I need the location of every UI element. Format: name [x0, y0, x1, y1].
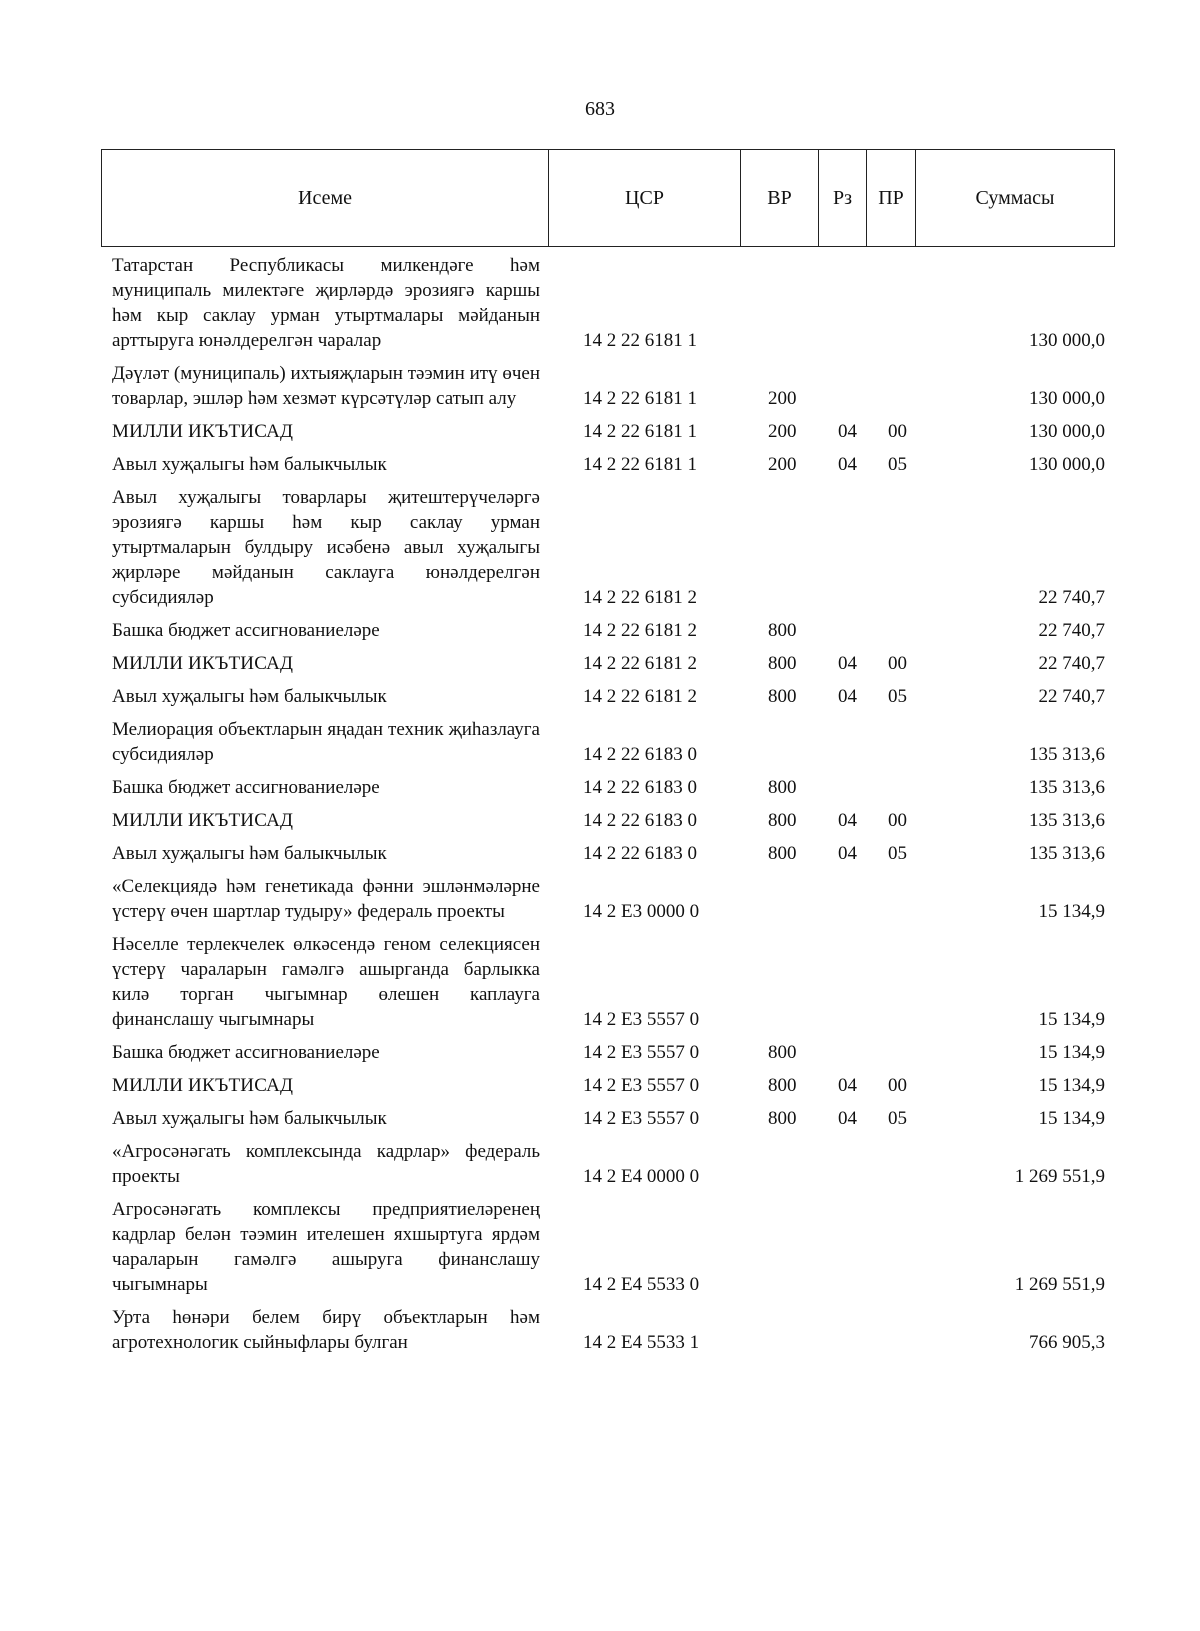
table-row [0, 253, 1200, 353]
row-sum: 1 269 551,9 [1014, 1166, 1105, 1187]
row-name: Урта һөнәри белем бирү объектларын һәм агротехнологик сыйныфлары булган [112, 1307, 540, 1353]
header-rz: Рз [819, 150, 867, 247]
row-vr: 800 [768, 653, 797, 674]
row-vr: 800 [768, 686, 797, 707]
page-number: 683 [585, 98, 615, 120]
row-sum: 135 313,6 [1029, 777, 1105, 798]
row-vr: 200 [768, 454, 797, 475]
row-name: Татарстан Республикасы милкендәге һәм муниципаль милектәге җирләрдә эрозиягә каршы һәм кыр саклау урман утыртмалары мәйданын арттыруга юнәлдерелгән чаралар [112, 255, 540, 351]
row-name: Авыл хуҗалыгы товарлары җитештерүчеләргә эрозиягә каршы һәм кыр саклау урман утыртмаларын булдыру исәбенә авыл хуҗалыгы җирләре мәйданын саклауга юнәлдерелгән субсидияләр [112, 487, 540, 608]
row-name: МИЛЛИ ИКЪТИСАД [112, 653, 294, 674]
row-name: «Агросәнәгать комплексында кадрлар» федераль проекты [112, 1141, 540, 1187]
row-name: Авыл хуҗалыгы һәм балыкчылык [112, 1108, 387, 1129]
row-sum: 22 740,7 [1038, 620, 1105, 641]
table-row [0, 1040, 1200, 1065]
header-vr: ВР [741, 150, 819, 247]
row-csr: 14 2 22 6181 1 [583, 388, 697, 409]
row-name: Авыл хуҗалыгы һәм балыкчылык [112, 686, 387, 707]
row-pr: 00 [888, 421, 907, 442]
row-rz: 04 [838, 421, 857, 442]
table-row [0, 419, 1200, 444]
row-sum: 130 000,0 [1029, 388, 1105, 409]
row-vr: 800 [768, 1042, 797, 1063]
row-vr: 200 [768, 388, 797, 409]
table-row [0, 618, 1200, 643]
row-pr: 00 [888, 810, 907, 831]
row-csr: 14 2 22 6181 1 [583, 454, 697, 475]
row-pr: 05 [888, 843, 907, 864]
table-row [0, 775, 1200, 800]
row-csr: 14 2 22 6181 2 [583, 620, 697, 641]
row-csr: 14 2 22 6183 0 [583, 810, 697, 831]
table-row [0, 361, 1200, 411]
table-row [0, 1106, 1200, 1131]
table-row [0, 841, 1200, 866]
header-sum: Суммасы [916, 150, 1115, 247]
row-name: МИЛЛИ ИКЪТИСАД [112, 810, 294, 831]
header-pr: ПР [867, 150, 916, 247]
row-vr: 800 [768, 1075, 797, 1096]
row-name: Авыл хуҗалыгы һәм балыкчылык [112, 454, 387, 475]
row-sum: 15 134,9 [1038, 1009, 1105, 1030]
header-csr: ЦСР [549, 150, 741, 247]
row-csr: 14 2 22 6183 0 [583, 777, 697, 798]
row-rz: 04 [838, 843, 857, 864]
row-rz: 04 [838, 686, 857, 707]
row-csr: 14 2 E3 5557 0 [583, 1042, 700, 1063]
row-csr: 14 2 22 6181 1 [583, 421, 697, 442]
row-name: Авыл хуҗалыгы һәм балыкчылык [112, 843, 387, 864]
row-pr: 00 [888, 653, 907, 674]
table-row [0, 874, 1200, 924]
row-sum: 130 000,0 [1029, 421, 1105, 442]
row-csr: 14 2 E3 5557 0 [583, 1009, 700, 1030]
table-row [0, 651, 1200, 676]
row-csr: 14 2 22 6183 0 [583, 843, 697, 864]
row-csr: 14 2 22 6181 2 [583, 587, 697, 608]
row-name: МИЛЛИ ИКЪТИСАД [112, 421, 294, 442]
row-sum: 1 269 551,9 [1014, 1274, 1105, 1295]
row-sum: 22 740,7 [1038, 686, 1105, 707]
row-sum: 130 000,0 [1029, 454, 1105, 475]
row-vr: 800 [768, 810, 797, 831]
row-name: Дәүләт (муниципаль) ихтыяҗларын тәэмин итү өчен товарлар, эшләр һәм хезмәт күрсәтүләр сатып алу [112, 363, 540, 409]
row-csr: 14 2 22 6181 1 [583, 330, 697, 351]
table-row [0, 452, 1200, 477]
row-csr: 14 2 E4 5533 1 [583, 1332, 700, 1353]
row-vr: 200 [768, 421, 797, 442]
row-csr: 14 2 22 6181 2 [583, 686, 697, 707]
row-pr: 05 [888, 454, 907, 475]
row-sum: 22 740,7 [1038, 653, 1105, 674]
row-rz: 04 [838, 810, 857, 831]
row-name: Агросәнәгать комплексы предприятиеләренең кадрлар белән тәэмин ителешен яхшыртуга ярдәм чараларын гамәлгә ашыруга финанслашу чыгымнары [112, 1199, 540, 1295]
row-sum: 135 313,6 [1029, 843, 1105, 864]
row-name: Нәселле терлекчелек өлкәсендә геном селекциясен үстерү чараларын гамәлгә ашырганда барлыкка килә торган чыгымнар өлешен каплауга финанслашу чыгымнары [112, 934, 540, 1030]
table-row [0, 808, 1200, 833]
row-sum: 766 905,3 [1029, 1332, 1105, 1353]
row-name: Башка бюджет ассигнованиеләре [112, 1042, 380, 1063]
row-csr: 14 2 E3 0000 0 [583, 901, 700, 922]
row-sum: 15 134,9 [1038, 1075, 1105, 1096]
row-rz: 04 [838, 653, 857, 674]
row-sum: 22 740,7 [1038, 587, 1105, 608]
row-csr: 14 2 22 6181 2 [583, 653, 697, 674]
row-csr: 14 2 E4 5533 0 [583, 1274, 700, 1295]
row-name: Башка бюджет ассигнованиеләре [112, 620, 380, 641]
row-sum: 15 134,9 [1038, 1042, 1105, 1063]
row-name: Башка бюджет ассигнованиеләре [112, 777, 380, 798]
table-row [0, 717, 1200, 767]
row-name: Мелиорация объектларын яңадан техник җиһазлауга субсидияләр [112, 719, 540, 765]
table-row [0, 684, 1200, 709]
row-sum: 135 313,6 [1029, 744, 1105, 765]
row-csr: 14 2 E3 5557 0 [583, 1075, 700, 1096]
header-name: Исеме [102, 150, 549, 247]
table-row [0, 1073, 1200, 1098]
row-vr: 800 [768, 843, 797, 864]
table-body [0, 253, 1200, 1363]
table-header [101, 149, 1115, 247]
row-rz: 04 [838, 454, 857, 475]
row-vr: 800 [768, 777, 797, 798]
row-csr: 14 2 E4 0000 0 [583, 1166, 700, 1187]
row-csr: 14 2 E3 5557 0 [583, 1108, 700, 1129]
row-pr: 05 [888, 1108, 907, 1129]
row-pr: 00 [888, 1075, 907, 1096]
table-row [0, 932, 1200, 1032]
row-rz: 04 [838, 1075, 857, 1096]
row-name: «Селекциядә һәм генетикада фәнни эшләнмәләрне үстерү өчен шартлар тудыру» федераль проекты [112, 876, 540, 922]
row-sum: 135 313,6 [1029, 810, 1105, 831]
row-sum: 130 000,0 [1029, 330, 1105, 351]
table-row [0, 1305, 1200, 1355]
row-vr: 800 [768, 620, 797, 641]
table-row [0, 1197, 1200, 1297]
row-sum: 15 134,9 [1038, 1108, 1105, 1129]
row-csr: 14 2 22 6183 0 [583, 744, 697, 765]
row-sum: 15 134,9 [1038, 901, 1105, 922]
row-vr: 800 [768, 1108, 797, 1129]
row-pr: 05 [888, 686, 907, 707]
table-row [0, 485, 1200, 610]
row-name: МИЛЛИ ИКЪТИСАД [112, 1075, 294, 1096]
table-row [0, 1139, 1200, 1189]
row-rz: 04 [838, 1108, 857, 1129]
